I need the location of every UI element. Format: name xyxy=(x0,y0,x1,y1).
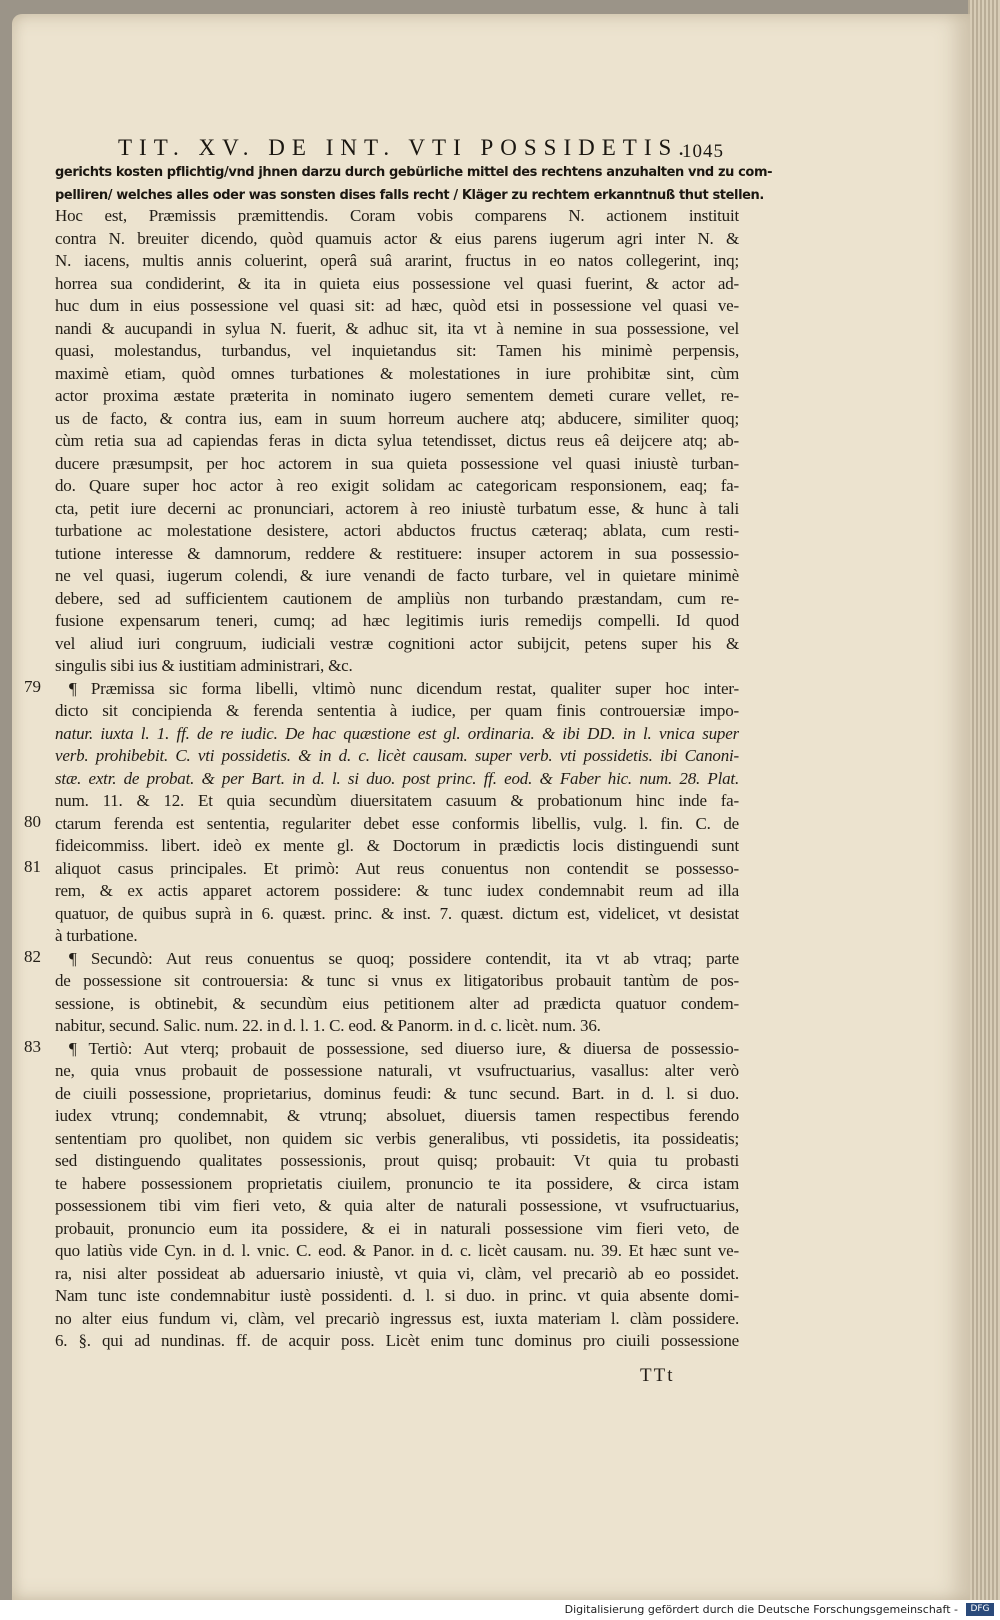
text-line: de ciuili possessione, proprietarius, dominus feudi: & tunc secund. Bart. in d. l. si duo. xyxy=(55,1083,739,1103)
margin-number-81: 81 xyxy=(24,857,41,876)
text-line: ctarum ferenda est sententia, regulariter debet esse conformis libellis, vulg. l. fin. C. de xyxy=(55,813,739,833)
text-line: tutione interesse & damnorum, reddere & restituere: insuper actorem in sua possessio- xyxy=(55,543,739,563)
text-line: us de facto, & contra ius, eam in suum horreum auchere atq; abducere, similiter quoq; xyxy=(55,408,739,428)
text-line: nandi & aucupandi in sylua N. fuerit, & adhuc sit, ita vt à nemine in sua possessione, vel xyxy=(55,318,739,338)
text-line: ducere præsumpsit, per hoc actorem in sua quieta possessione vel quasi iniustè turban- xyxy=(55,453,739,473)
text-line: cta, petit iure decerni ac pronunciari, actorem à reo iniustè turbatum esse, & hunc à tali xyxy=(55,498,739,518)
paragraph-82-start: ¶ Secundò: Aut reus conuentus se quoq; possidere contendit, ita vt ab vtraq; parte xyxy=(69,948,739,968)
text-line: actor proxima æstate præterita in nominato iugero sementem demeti curare vellet, re- xyxy=(55,386,739,405)
text-line: ne, quia vnus probauit de possessione naturali, vt vsufructuarius, vasallus: alter verò xyxy=(55,1061,739,1080)
fraktur-line-2: pelliren/ welches alles oder was sonsten dises falls recht / Kläger zu rechtem erkanntnuß thut stellen. xyxy=(55,188,764,203)
text-line: quo latiùs vide Cyn. in d. l. vnic. C. eod. & Panor. in d. c. licèt causam. nu. 39. Et hæc sunt ve- xyxy=(55,1241,739,1260)
text-line: N. iacens, multis annis coluerint, operâ suâ ararint, fructus in eo natos collegerint, inq; xyxy=(55,251,739,270)
text-line: sententiam pro quolibet, non quidem sic verbis generalibus, vti possidetis, ita possideatis; xyxy=(55,1128,739,1148)
text-line: ne vel quasi, iugerum colendi, & iure venandi de facto turbare, vel in quietare minimè xyxy=(55,566,739,585)
text-line: fusione expensarum teneri, cumq; ad hæc legitimis iuris remedijs compelli. Id quod xyxy=(55,611,739,630)
text-line: do. Quare super hoc actor à reo exigit solidam ac categoricam responsionem, eaq; fa- xyxy=(55,476,739,495)
margin-number-79: 79 xyxy=(24,677,41,696)
text-line: quatuor, de quibus suprà in 6. quæst. princ. & inst. 7. quæst. dictum est, videlicet, vt desistat xyxy=(55,903,739,923)
text-line: ra, nisi alter possideat ab aduersario iniustè, vt quia vi, clàm, vel precariò ab eo possidet. xyxy=(55,1263,739,1283)
text-line: verb. prohibebit. C. vti possidetis. & in d. c. licèt causam. super verb. vti possidetis. ibi Canoni- xyxy=(55,746,739,765)
text-line: contra N. breuiter dicendo, quòd quamuis actor & eius parens iugerum agri inter N. & xyxy=(55,228,739,248)
text-line: fideicommiss. libert. ideò ex mente gl. & Doctorum in prædictis locis distinguendi sunt xyxy=(55,836,739,855)
text-line: Nam tunc iste condemnabitur iustè possidenti. d. l. si duo. in princ. vt quia absente domi- xyxy=(55,1286,739,1305)
text-line: dicto sit concipienda & ferenda sententia à iudice, per quam finis controuersiæ impo- xyxy=(55,701,739,720)
text-line: rem, & ex actis apparet actorem possidere: & tunc iudex condemnabit reum ad illa xyxy=(55,881,739,900)
page-fore-edge xyxy=(968,0,1000,1600)
text-line: sed distinguendo qualitates possessionis, prout quisq; probauit: Vt quia tu probasti xyxy=(55,1151,739,1170)
text-line: huc dum in eius possessione vel quasi sit: ad hæc, quòd etsi in possessione vel quasi ve- xyxy=(55,296,739,315)
text-line: turbatione ac molestatione desistere, actori abductos fructus cæteraq; ablata, cum resti- xyxy=(55,521,739,540)
text-line: te habere possessionem proprietatis ciuilem, pronuncio te ita possidere, & circa istam xyxy=(55,1173,739,1193)
text-line: quasi, molestandus, turbandus, vel inquietandus sit: Tamen his minimè perpensis, xyxy=(55,341,739,360)
body-text xyxy=(55,205,739,1375)
text-line: singulis sibi ius & iustitiam administrari, &c. xyxy=(55,656,353,675)
text-line: à turbatione. xyxy=(55,926,138,945)
page-number: 1045 xyxy=(682,141,724,162)
text-line: cùm retia sua ad capiendas feras in dicta sylua tetendisset, dictus reus eâ deijcere atq; ab- xyxy=(55,431,739,450)
text-line: stæ. extr. de probat. & per Bart. in d. l. si duo. post princ. ff. eod. & Faber hic. num. 28. Plat. xyxy=(55,768,739,788)
text-line xyxy=(55,1353,739,1376)
text-line: num. 11. & 12. Et quia secundùm diuersitatem casuum & probationum hinc inde fa- xyxy=(55,791,739,810)
text-line: vel aliud iuri congruum, iudiciali vestræ cognitioni actor subijcit, petens super his & xyxy=(55,633,739,653)
margin-number-80: 80 xyxy=(24,812,41,831)
running-title: TIT. XV. DE INT. VTI POSSIDETIS. xyxy=(118,135,692,160)
text-line: sessione, is obtinebit, & secundùm eius petitionem alter ad prædicta quatuor condem- xyxy=(55,993,739,1013)
margin-number-83: 83 xyxy=(24,1037,41,1056)
text-line: nabitur, secund. Salic. num. 22. in d. l. 1. C. eod. & Panorm. in d. c. licèt. num. 36. xyxy=(55,1016,601,1035)
text-line: aliquot casus principales. Et primò: Aut reus conuentus non contendit se possesso- xyxy=(55,858,739,878)
text-line: horrea sua condiderint, & ita in quieta eius possessione vel quasi fuerint, & actor ad- xyxy=(55,273,739,293)
text-line: de possessione sit controuersia: & tunc si vnus ex litigatoribus probauit tantùm de pos- xyxy=(55,971,739,990)
margin-number-82: 82 xyxy=(24,947,41,966)
text-line: no alter eius fundum vi, clàm, vel precariò ingressus est, iuxta materiam l. clàm possidere. xyxy=(55,1308,739,1328)
paragraph-79-start: ¶ Præmissa sic forma libelli, vltimò nunc dicendum restat, qualiter super hoc inter- xyxy=(69,678,739,698)
footer-credit: Digitalisierung gefördert durch die Deutsche Forschungsgemeinschaft - xyxy=(564,1603,958,1616)
text-line: 6. §. qui ad nundinas. ff. de acquir poss. Licèt enim tunc dominus pro ciuili possessione xyxy=(55,1331,739,1350)
fraktur-line-1: gerichts kosten pflichtig/vnd jhnen darzu durch gebürliche mittel des rechtens anzuhalten vnd zu com- xyxy=(55,165,773,180)
catchword: TTt xyxy=(640,1365,675,1386)
text-line: maximè etiam, quòd omnes turbationes & molestationes in iure prohibitæ sint, cùm xyxy=(55,363,739,383)
text-line: debere, sed ad sufficientem cautionem de ampliùs non turbando præstandam, cum re- xyxy=(55,588,739,608)
dfg-logo: DFG xyxy=(966,1603,994,1616)
text-line: possessionem tibi vim fieri veto, & quia alter de naturali possessione, vt vsufructuarius, xyxy=(55,1196,739,1215)
footer-bar xyxy=(0,1600,1000,1620)
text-line: probauit, pronuncio eum ita possidere, & ei in naturali possessione vim fieri veto, de xyxy=(55,1218,739,1238)
paragraph-83-start: ¶ Tertiò: Aut vterq; probauit de possessione, sed diuerso iure, & diuersa de possessio- xyxy=(69,1038,739,1058)
text-line: natur. iuxta l. 1. ff. de re iudic. De hac quæstione est gl. ordinaria. & ibi DD. in l. vnica super xyxy=(55,723,739,743)
text-line: iudex vtrunq; condemnabit, & vtrunq; absoluet, diuersis tamen respectibus ferendo xyxy=(55,1106,739,1125)
text-line: Hoc est, Præmissis præmittendis. Coram vobis comparens N. actionem instituit xyxy=(55,206,739,225)
